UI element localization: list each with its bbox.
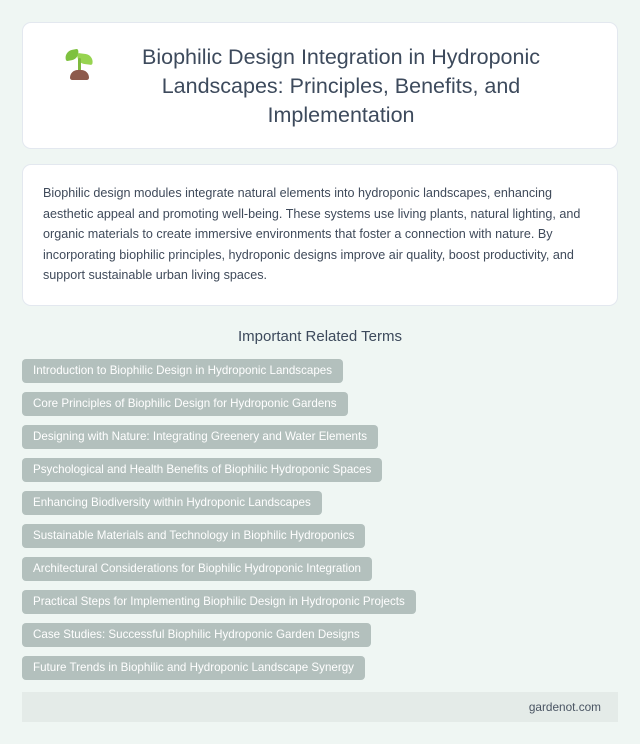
- list-item[interactable]: Enhancing Biodiversity within Hydroponic Landscapes: [22, 491, 322, 515]
- page-title: Biophilic Design Integration in Hydroponic Landscapes: Principles, Benefits, and Implementation: [142, 45, 540, 127]
- list-item[interactable]: Psychological and Health Benefits of Biophilic Hydroponic Spaces: [22, 458, 382, 482]
- list-item[interactable]: Practical Steps for Implementing Biophilic Design in Hydroponic Projects: [22, 590, 416, 614]
- related-terms-heading: Important Related Terms: [238, 328, 402, 346]
- seedling-icon: [64, 47, 94, 81]
- description-card: [22, 164, 618, 306]
- seedling-soil-icon: [70, 70, 89, 80]
- list-item[interactable]: Core Principles of Biophilic Design for Hydroponic Gardens: [22, 392, 348, 416]
- related-terms-list: [22, 359, 618, 680]
- list-item[interactable]: Designing with Nature: Integrating Greenery and Water Elements: [22, 425, 378, 449]
- list-item[interactable]: Future Trends in Biophilic and Hydroponic Landscape Synergy: [22, 656, 365, 680]
- list-item[interactable]: Introduction to Biophilic Design in Hydroponic Landscapes: [22, 359, 343, 383]
- related-terms-section: [22, 328, 618, 680]
- footer-bar: [22, 692, 618, 722]
- title-card: [22, 22, 618, 149]
- list-item[interactable]: Sustainable Materials and Technology in Biophilic Hydroponics: [22, 524, 365, 548]
- list-item[interactable]: Case Studies: Successful Biophilic Hydroponic Garden Designs: [22, 623, 371, 647]
- description-text: Biophilic design modules integrate natural elements into hydroponic landscapes, enhancing aesthetic appeal and promoting well-being. These systems use living plants, natural lighting, and organic materials to create immersive environments that foster a connection with nature. By incorporating biophilic principles, hydroponic designs improve air quality, boost productivity, and support sustainable urban living spaces.: [43, 186, 581, 282]
- list-item[interactable]: Architectural Considerations for Biophilic Hydroponic Integration: [22, 557, 372, 581]
- footer-site-name: gardenot.com: [528, 700, 601, 715]
- title-row: [47, 43, 593, 130]
